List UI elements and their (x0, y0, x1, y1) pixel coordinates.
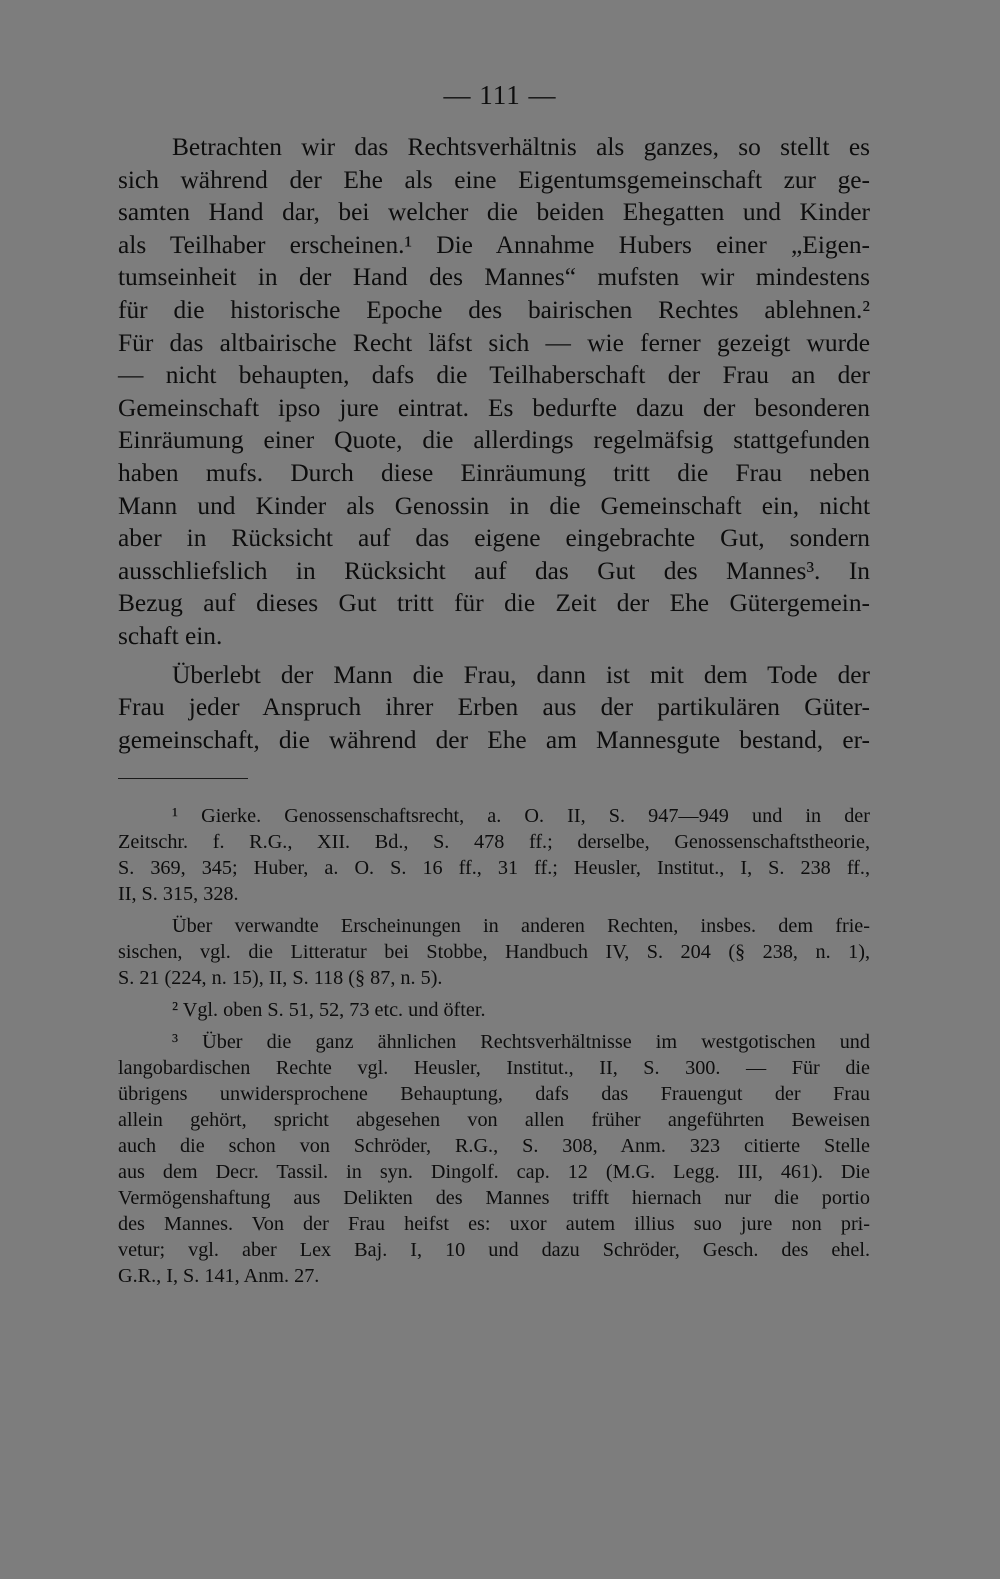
footnote-line: ³ Über die ganz ähnlichen Rechtsverhältnisse im westgotischen und (172, 1031, 870, 1053)
page-number: — 111 — (443, 80, 557, 110)
footnote-1 (118, 803, 870, 907)
footnote-line: Vermögenshaftung aus Delikten des Mannes trifft hiernach nur die portio (118, 1187, 870, 1209)
footnote-line: S. 369, 345; Huber, a. O. S. 16 ff., 31 ff.; Heusler, Institut., I, S. 238 ff., (118, 857, 870, 879)
text-line: Für das altbairische Recht läfst sich — wie ferner gezeigt wurde (118, 328, 870, 357)
text-line: sich während der Ehe als eine Eigentumsgemeinschaft zur ge- (118, 165, 870, 194)
footnote-line: Zeitschr. f. R.G., XII. Bd., S. 478 ff.; derselbe, Genossenschaftstheorie, (118, 831, 870, 853)
main-text (118, 131, 870, 756)
text-line: — nicht behaupten, dafs die Teilhaberschaft der Frau an der (118, 361, 870, 390)
footnote-line: aus dem Decr. Tassil. in syn. Dingolf. cap. 12 (M.G. Legg. III, 461). Die (118, 1161, 870, 1183)
paragraph-1 (118, 131, 870, 653)
footnote-line: auch die schon von Schröder, R.G., S. 308, Anm. 323 citierte Stelle (118, 1135, 870, 1157)
footnote-2 (118, 997, 870, 1023)
text-line: samten Hand dar, bei welcher die beiden Ehegatten und Kinder (118, 198, 870, 227)
footnote-line: des Mannes. Von der Frau heifst es: uxor autem illius suo jure non pri- (118, 1213, 870, 1235)
text-line: Gemeinschaft ipso jure eintrat. Es bedurfte dazu der besonderen (118, 393, 870, 422)
text-line: Betrachten wir das Rechtsverhältnis als ganzes, so stellt es (172, 133, 870, 161)
text-line: ausschliefslich in Rücksicht auf das Gut des Mannes³. In (118, 556, 870, 585)
text-line: für die historische Epoche des bairischen Rechtes ablehnen.² (118, 295, 870, 324)
footnote-line: vetur; vgl. aber Lex Baj. I, 10 und dazu Schröder, Gesch. des ehel. (118, 1239, 870, 1261)
text-line: als Teilhaber erscheinen.¹ Die Annahme Hubers einer „Eigen- (118, 230, 870, 259)
text-line: Frau jeder Anspruch ihrer Erben aus der partikulären Güter- (118, 693, 870, 722)
footnote-divider (118, 778, 248, 779)
footnote-line: ² Vgl. oben S. 51, 52, 73 etc. und öfter. (172, 999, 486, 1021)
text-line: Bezug auf dieses Gut tritt für die Zeit der Ehe Gütergemein- (118, 589, 870, 618)
text-line: Einräumung einer Quote, die allerdings regelmäfsig stattgefunden (118, 426, 870, 455)
footnote-line: Über verwandte Erscheinungen in anderen Rechten, insbes. dem frie- (172, 915, 870, 937)
footnotes (118, 803, 870, 1289)
footnote-line: langobardischen Rechte vgl. Heusler, Institut., II, S. 300. — Für die (118, 1057, 870, 1079)
text-line: schaft ein. (118, 621, 223, 650)
footnote-3 (118, 1029, 870, 1289)
footnote-line: ¹ Gierke. Genossenschaftsrecht, a. O. II, S. 947—949 und in der (172, 805, 870, 827)
text-line: gemeinschaft, die während der Ehe am Mannesgute bestand, er- (118, 725, 870, 754)
footnote-1-continued (118, 913, 870, 991)
footnote-line: übrigens unwidersprochene Behauptung, dafs das Frauengut der Frau (118, 1083, 870, 1105)
footnote-line: sischen, vgl. die Litteratur bei Stobbe, Handbuch IV, S. 204 (§ 238, n. 1), (118, 941, 870, 963)
text-line: Mann und Kinder als Genossin in die Gemeinschaft ein, nicht (118, 491, 870, 520)
footnote-line: allein gehört, spricht abgesehen von allen früher angeführten Beweisen (118, 1109, 870, 1131)
footnote-line: II, S. 315, 328. (118, 883, 239, 905)
paragraph-2 (118, 659, 870, 757)
text-line: haben mufs. Durch diese Einräumung tritt die Frau neben (118, 458, 870, 487)
footnote-line: G.R., I, S. 141, Anm. 27. (118, 1265, 320, 1287)
text-line: Überlebt der Mann die Frau, dann ist mit dem Tode der (172, 660, 870, 689)
text-line: tumseinheit in der Hand des Mannes“ mufsten wir mindestens (118, 263, 870, 292)
footnote-line: S. 21 (224, n. 15), II, S. 118 (§ 87, n. 5). (118, 967, 443, 989)
text-line: aber in Rücksicht auf das eigene eingebrachte Gut, sondern (118, 524, 870, 553)
